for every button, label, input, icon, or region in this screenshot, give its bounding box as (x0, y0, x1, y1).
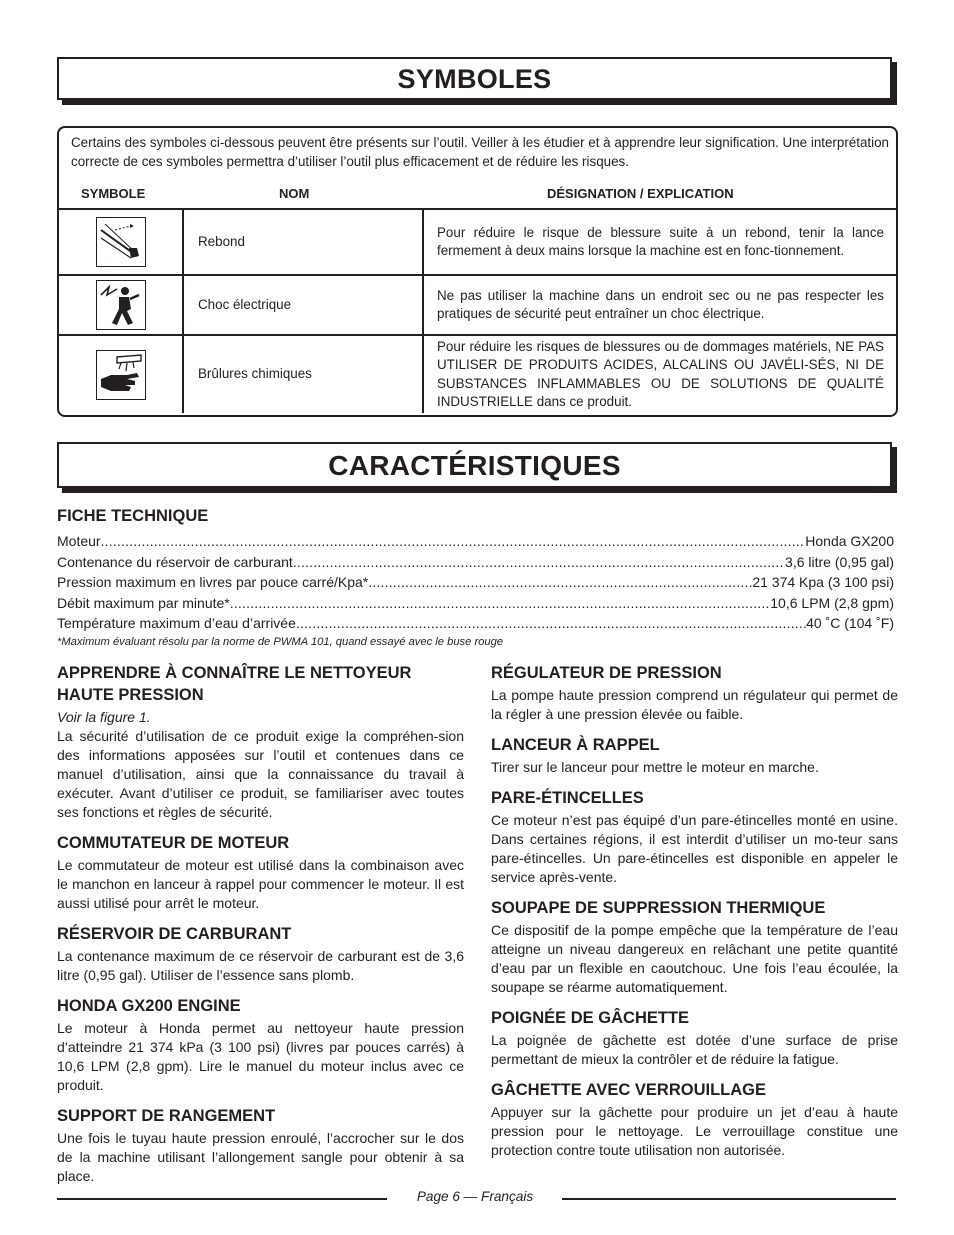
section-heading: LANCEUR À RAPPEL (491, 736, 660, 754)
electric-shock-icon (96, 280, 146, 330)
symbol-name: Choc électrique (183, 275, 423, 335)
spec-row (57, 593, 894, 613)
symbol-cell (59, 209, 183, 275)
section-heading: PARE-ÉTINCELLES (491, 789, 644, 807)
section-thermal-relief (491, 897, 898, 997)
chemical-burn-icon (96, 350, 146, 400)
page-number: Page 6 — Français (416, 1189, 534, 1204)
section-fuel-tank (57, 923, 464, 985)
section-body: Le moteur à Honda permet au nettoyeur haute pression d’atteindre 21 374 kPa (3 100 psi) (livres par pouces carrés) à 10,6 LPM (2,8 gpm). Lire le manuel du moteur inclus avec ce produit. (57, 1020, 464, 1093)
symbols-table (59, 208, 896, 413)
spec-row (57, 552, 894, 572)
column-header-designation: DÉSIGNATION / EXPLICATION (547, 186, 734, 201)
section-learn (57, 662, 464, 822)
symbol-description: Pour réduire le risque de blessure suite à un rebond, tenir la lance fermement à deux mains lorsque la machine est en fonc-tionnement. (423, 209, 896, 275)
section-heading: POIGNÉE DE GÂCHETTE (491, 1009, 690, 1027)
spec-row (57, 613, 894, 633)
spec-title: FICHE TECHNIQUE (57, 507, 209, 525)
leader-dots (230, 593, 771, 613)
section-pressure-regulator (491, 662, 898, 724)
symbol-description: Pour réduire les risques de blessures ou de dommages matériels, NE PAS UTILISER DE PRODUITS ACIDES, ALCALINS OU JAVÉLI-SÉS, NI DE SUBSTANCES INFLAMMABLES OU DE SOLUTIONS DE QUALITÉ INDUSTRIELLE dans ce produit. (423, 335, 896, 413)
symbol-name: Brûlures chimiques (183, 335, 423, 413)
section-heading: SUPPORT DE RANGEMENT (57, 1107, 276, 1125)
spec-value: 10,6 LPM (2,8 gpm) (770, 595, 894, 611)
section-body: Tirer sur le lanceur pour mettre le moteur en marche. (491, 759, 819, 775)
section-trigger-handle (491, 1007, 898, 1069)
section-honda-engine (57, 995, 464, 1095)
leader-dots (293, 552, 785, 572)
features-title: CARACTÉRISTIQUES (57, 442, 892, 488)
spec-value: Honda GX200 (805, 533, 894, 549)
section-spark-arrester (491, 787, 898, 887)
section-engine-switch (57, 832, 464, 913)
spec-label: Pression maximum en livres par pouce carré/Kpa* (57, 574, 369, 590)
spec-value: 3,6 litre (0,95 gal) (785, 554, 894, 570)
symbol-cell (59, 275, 183, 335)
figure-note: Voir la figure 1. (57, 709, 151, 725)
section-heading: SOUPAPE DE SUPPRESSION THERMIQUE (491, 899, 826, 917)
spec-label: Débit maximum par minute* (57, 595, 230, 611)
section-trigger-lock (491, 1079, 898, 1160)
section-storage (57, 1105, 464, 1186)
section-body: Ce dispositif de la pompe empêche que la température de l’eau atteigne un niveau dangereux en relâchant une petite quantité d’eau par un flexible en caoutchouc. Une fois l’eau écoulée, la soupape se réarme automatiquement. (491, 922, 898, 995)
symbols-table-box (57, 126, 898, 417)
table-row (59, 275, 896, 335)
spec-row (57, 572, 894, 592)
leader-dots (101, 531, 806, 551)
spec-value: 21 374 Kpa (3 100 psi) (752, 574, 894, 590)
section-body: La sécurité d’utilisation de ce produit exige la compréhen-sion des informations apposées sur l’outil et contenues dans ce manuel d’utilisation, ainsi que la connaissance du travail à exécuter. Avant d’utiliser ce produit, se familiariser avec toutes ses fonctions et règles de sécurité. (57, 728, 464, 820)
section-body: La contenance maximum de ce réservoir de carburant est de 3,6 litre (0,95 gal). Utiliser de l’essence sans plomb. (57, 948, 464, 983)
spec-value: 40 ˚C (104 ˚F) (806, 615, 894, 631)
footer-rule-left (57, 1198, 387, 1200)
section-body: Une fois le tuyau haute pression enroulé, l’accrocher sur le dos de la machine utilisant l’allongement sangle pour obtenir à sa place. (57, 1130, 464, 1184)
section-recoil-starter (491, 734, 898, 777)
section-body: La poignée de gâchette est dotée d’une surface de prise permettant de mieux la contrôler et de réduire la fatigue. (491, 1032, 898, 1067)
column-header-symbol: SYMBOLE (81, 186, 146, 201)
section-heading: APPRENDRE À CONNAÎTRE LE NETTOYEUR HAUTE PRESSION (57, 664, 412, 704)
symbol-name: Rebond (183, 209, 423, 275)
section-heading: HONDA GX200 ENGINE (57, 997, 241, 1015)
section-heading: COMMUTATEUR DE MOTEUR (57, 834, 290, 852)
symbol-description: Ne pas utiliser la machine dans un endroit sec ou ne pas respecter les pratiques de sécurité peut entraîner un choc électrique. (423, 275, 896, 335)
left-column (57, 662, 464, 1186)
footer-rule-right (562, 1198, 896, 1200)
symbols-title: SYMBOLES (57, 57, 892, 100)
section-heading: RÉSERVOIR DE CARBURANT (57, 925, 292, 943)
spec-label: Contenance du réservoir de carburant (57, 554, 293, 570)
leader-dots (368, 572, 752, 592)
section-body: Le commutateur de moteur est utilisé dans la combinaison avec le manchon en lanceur à rappel pour commencer le moteur. Il est aussi utilisé pour arrêt le moteur. (57, 857, 464, 911)
symbol-cell (59, 335, 183, 413)
section-heading: RÉGULATEUR DE PRESSION (491, 664, 722, 682)
spec-label: Température maximum d’eau d’arrivée (57, 615, 296, 631)
kickback-icon (96, 217, 146, 267)
column-header-name: NOM (279, 186, 310, 201)
section-heading: GÂCHETTE AVEC VERROUILLAGE (491, 1081, 767, 1099)
spec-label: Moteur (57, 533, 101, 549)
table-row (59, 335, 896, 413)
table-row (59, 209, 896, 275)
section-body: Ce moteur n’est pas équipé d’un pare-étincelles monté en usine. Dans certaines régions, il est interdit d’utiliser un mo-teur sans pare-étincelles. Un pare-étincelles est disponible en appeler le service après-vente. (491, 812, 898, 885)
symbols-intro: Certains des symboles ci-dessous peuvent être présents sur l’outil. Veiller à les étudier et à apprendre leur signification. Une interprétation correcte de ces symboles permettra d’utiliser l’outil plus efficacement et de réduire les risques. (71, 135, 890, 169)
section-body: La pompe haute pression comprend un régulateur qui permet de la régler à une pression élevée ou faible. (491, 687, 898, 722)
section-body: Appuyer sur la gâchette pour produire un jet d’eau à haute pression pour le nettoyage. Le verrouillage constitue une protection contre toute utilisation non autorisée. (491, 1104, 898, 1158)
spec-row (57, 531, 894, 551)
leader-dots (296, 613, 806, 633)
right-column (491, 662, 898, 1160)
spec-footnote: *Maximum évaluant résolu par la norme de PWMA 101, quand essayé avec le buse rouge (57, 636, 504, 648)
